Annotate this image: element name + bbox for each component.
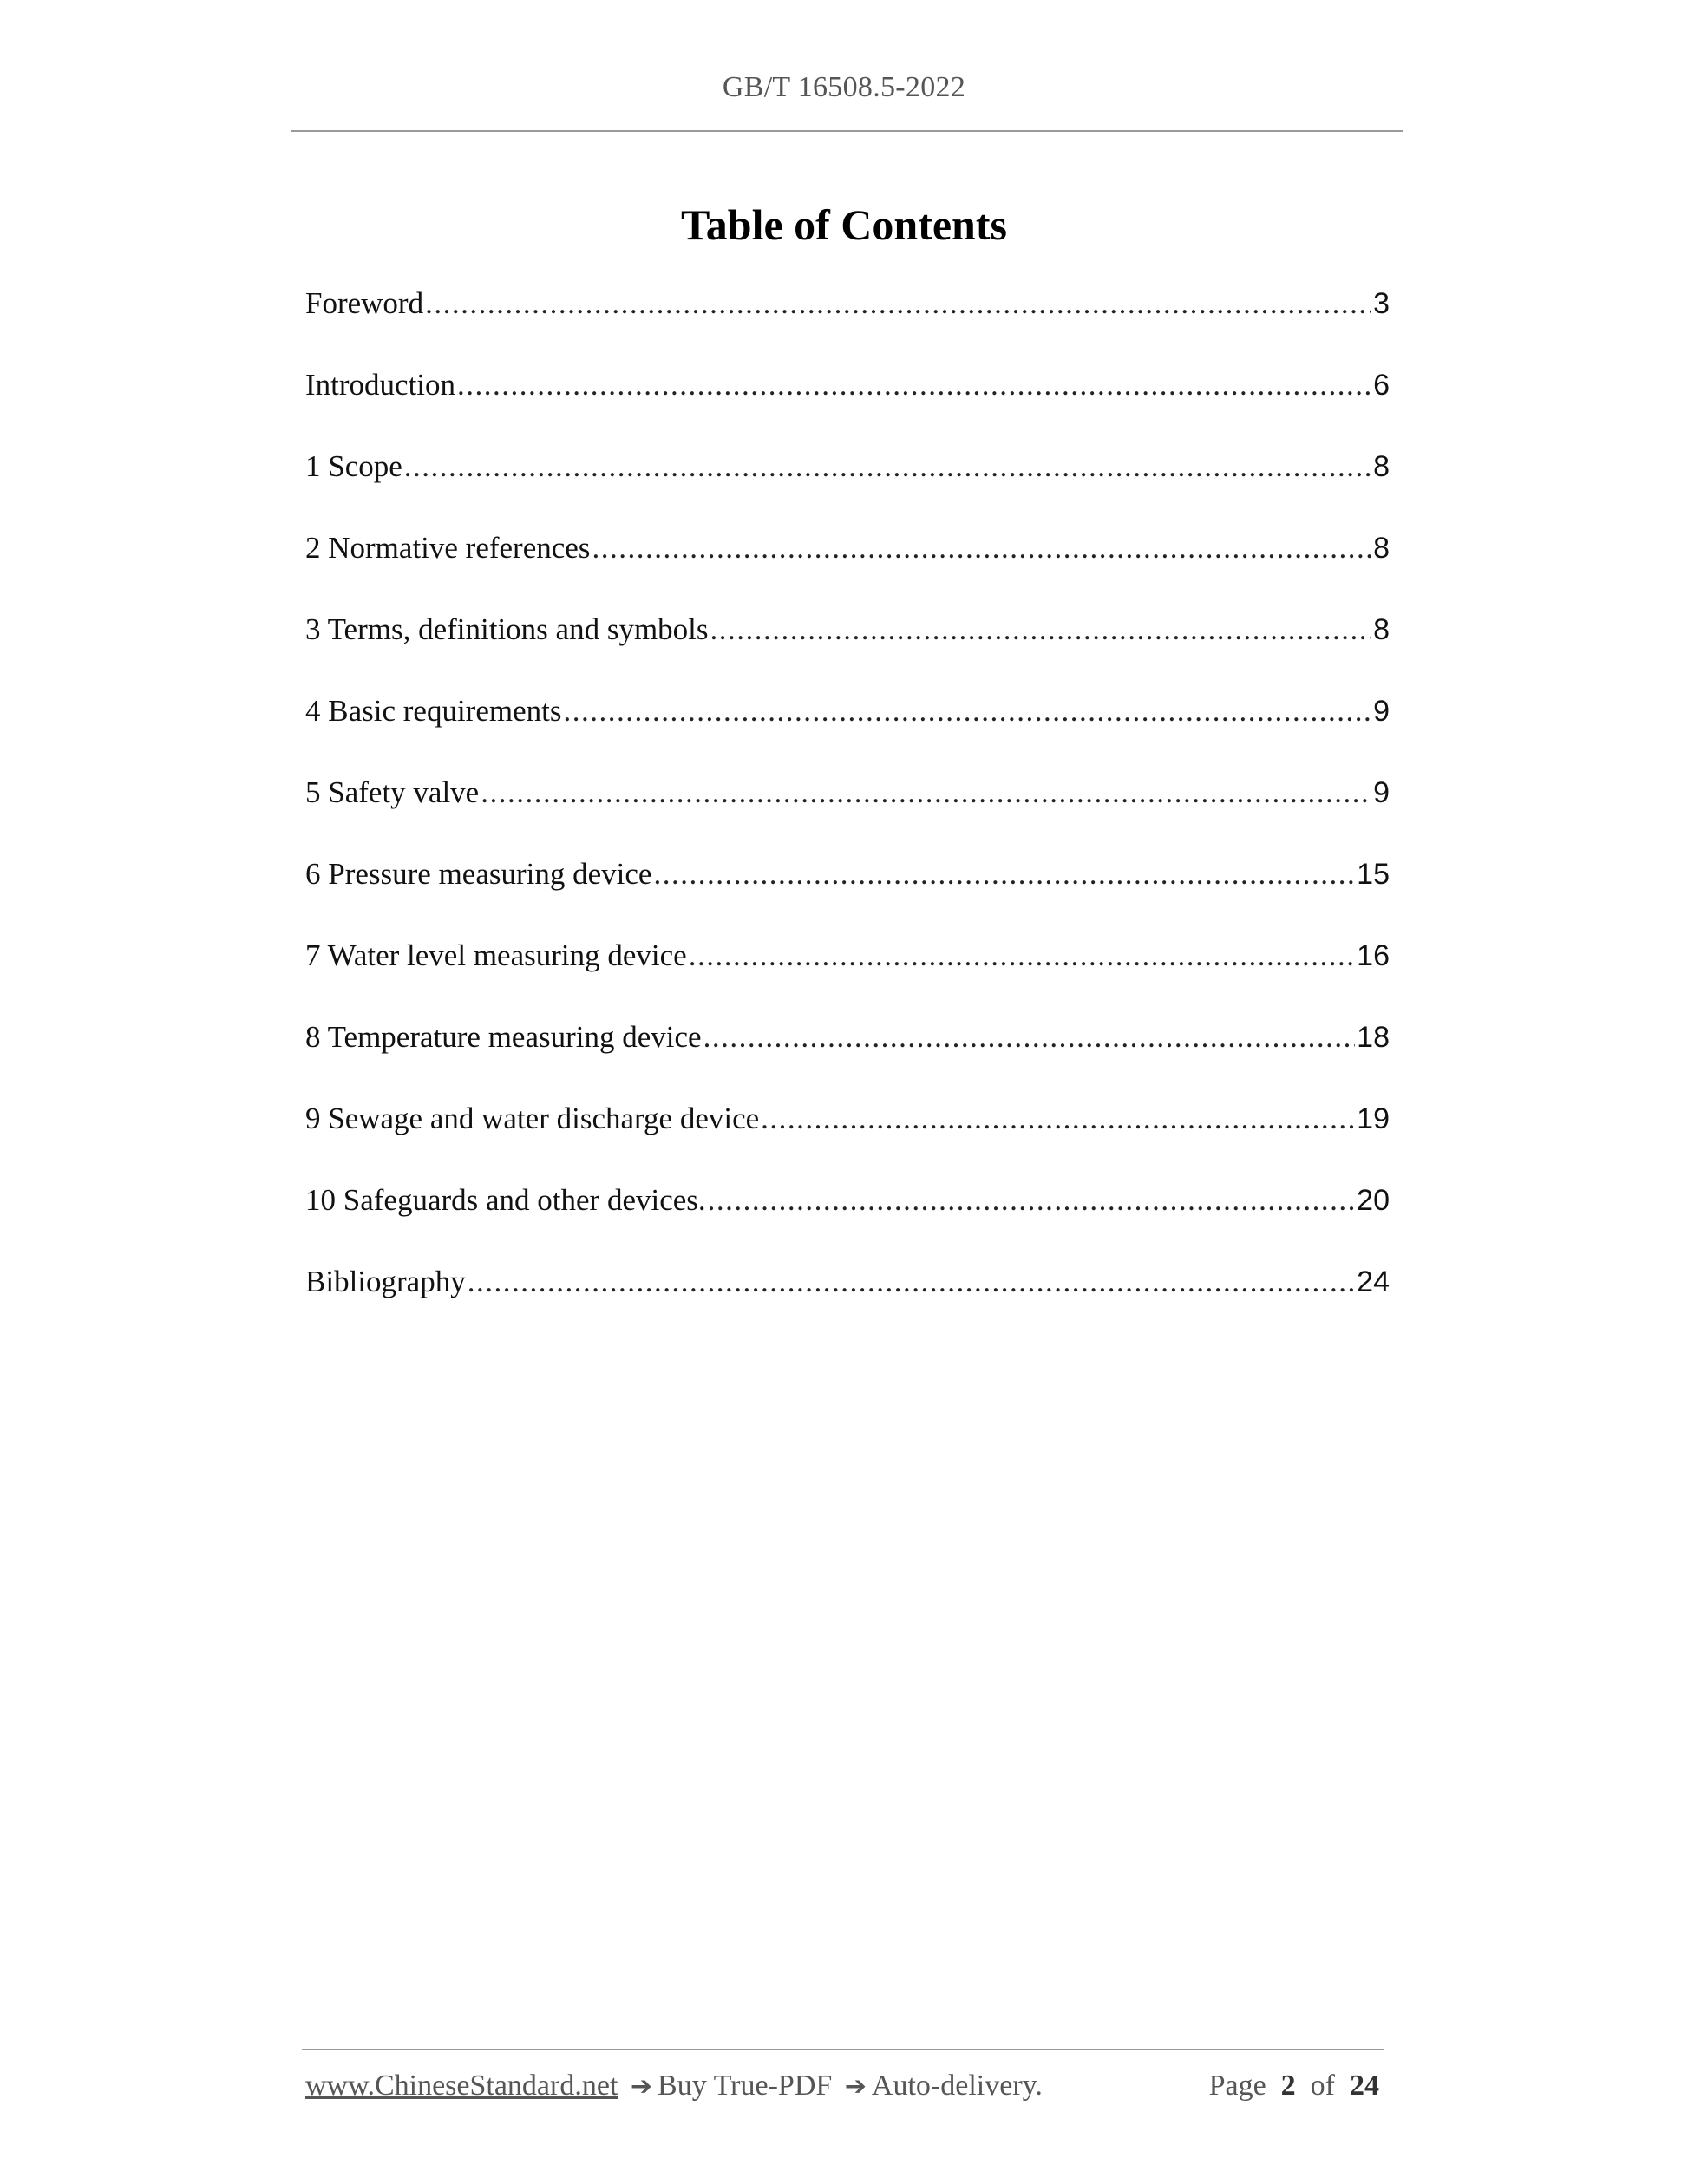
toc-list — [305, 286, 1390, 1346]
dot-leader — [404, 449, 1371, 484]
toc-entry-page: 9 — [1373, 695, 1390, 728]
dot-leader — [468, 1265, 1355, 1299]
dot-leader — [689, 938, 1355, 973]
toc-entry-title: 5 Safety valve — [305, 775, 480, 809]
toc-entry-page: 8 — [1373, 532, 1390, 565]
site-link[interactable]: www.ChineseStandard.net — [305, 2070, 618, 2102]
toc-entry-title: 10 Safeguards and other devices. — [305, 1183, 706, 1217]
toc-entry-title: 7 Water level measuring device — [305, 938, 687, 972]
toc-entry-basic-requirements[interactable] — [305, 694, 1390, 775]
toc-entry-terms[interactable] — [305, 612, 1390, 694]
document-code: GB/T 16508.5-2022 — [722, 71, 966, 103]
toc-entry-page: 8 — [1373, 450, 1390, 483]
toc-heading: Table of Contents — [681, 200, 1007, 249]
dot-leader — [653, 857, 1355, 892]
page-indicator — [1209, 2070, 1379, 2102]
toc-entry-title: 4 Basic requirements — [305, 694, 562, 728]
dot-leader — [481, 775, 1371, 810]
toc-entry-page: 3 — [1373, 287, 1390, 320]
toc-entry-page: 8 — [1373, 613, 1390, 646]
dot-leader — [761, 1102, 1355, 1136]
of-label: of — [1310, 2070, 1335, 2102]
toc-entry-introduction[interactable] — [305, 368, 1390, 449]
toc-entry-title: 8 Temperature measuring device — [305, 1020, 702, 1054]
toc-entry-page: 18 — [1357, 1021, 1390, 1054]
toc-entry-title: 1 Scope — [305, 449, 402, 483]
toc-entry-page: 15 — [1357, 858, 1390, 891]
toc-entry-foreword[interactable] — [305, 286, 1390, 368]
dot-leader — [703, 1020, 1356, 1055]
right-arrow-icon: ➔ — [630, 2071, 653, 2102]
toc-entry-title: 2 Normative references — [305, 531, 591, 565]
dot-leader — [563, 694, 1371, 729]
toc-entry-page: 9 — [1373, 776, 1390, 809]
toc-entry-title: 6 Pressure measuring device — [305, 857, 652, 891]
toc-entry-page: 20 — [1357, 1184, 1390, 1217]
dot-leader — [592, 531, 1371, 566]
toc-entry-water-level-measuring-device[interactable] — [305, 938, 1390, 1020]
toc-entry-safeguards[interactable] — [305, 1183, 1390, 1265]
current-page-number: 2 — [1280, 2070, 1296, 2102]
dot-leader — [708, 1183, 1356, 1218]
footer-divider — [302, 2049, 1384, 2050]
toc-entry-temperature-measuring-device[interactable] — [305, 1020, 1390, 1102]
toc-entry-title: Foreword — [305, 286, 424, 320]
toc-entry-title: 9 Sewage and water discharge device — [305, 1102, 760, 1135]
buy-text: Buy True-PDF — [658, 2070, 833, 2102]
toc-entry-title: Introduction — [305, 368, 456, 402]
delivery-text: Auto-delivery. — [871, 2070, 1043, 2102]
toc-entry-page: 24 — [1357, 1265, 1390, 1298]
toc-entry-title: 3 Terms, definitions and symbols — [305, 612, 709, 646]
dot-leader — [425, 286, 1371, 321]
toc-entry-page: 16 — [1357, 939, 1390, 972]
page-label: Page — [1208, 2070, 1266, 2102]
footer-promo — [305, 2070, 1043, 2102]
total-page-count: 24 — [1350, 2070, 1379, 2102]
dot-leader — [710, 612, 1372, 647]
toc-entry-bibliography[interactable] — [305, 1265, 1390, 1346]
toc-entry-title: Bibliography — [305, 1265, 466, 1298]
toc-entry-normative-references[interactable] — [305, 531, 1390, 612]
toc-entry-pressure-measuring-device[interactable] — [305, 857, 1390, 938]
toc-entry-sewage-discharge-device[interactable] — [305, 1102, 1390, 1183]
toc-entry-scope[interactable] — [305, 449, 1390, 531]
toc-entry-page: 6 — [1373, 369, 1390, 402]
toc-entry-page: 19 — [1357, 1102, 1390, 1135]
toc-entry-safety-valve[interactable] — [305, 775, 1390, 857]
header-divider — [291, 130, 1403, 132]
dot-leader — [457, 368, 1371, 402]
right-arrow-icon: ➔ — [844, 2071, 867, 2102]
